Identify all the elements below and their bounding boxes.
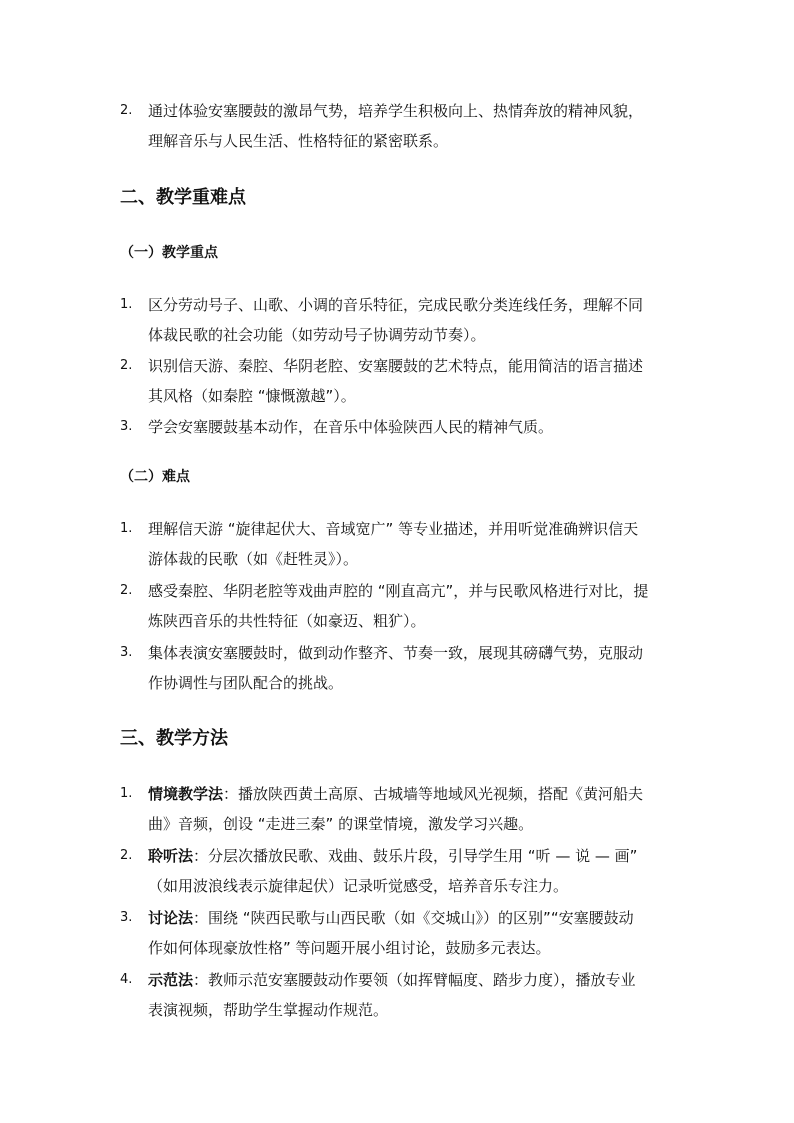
list-number: 2. bbox=[120, 848, 133, 863]
difficulty-item-3 bbox=[120, 638, 680, 698]
list-number: 3. bbox=[120, 910, 133, 925]
difficulty-item-2 bbox=[120, 576, 680, 636]
list-item-line: 理解音乐与人民生活、性格特征的紧密联系。 bbox=[148, 132, 449, 150]
difficulty-item-1 bbox=[120, 514, 680, 574]
list-number: 4. bbox=[120, 972, 133, 987]
list-item-line: 感受秦腔、华阴老腔等戏曲声腔的 “刚直高亢”，并与民歌风格进行对比，提 bbox=[148, 582, 649, 600]
list-item-line: （如用波浪线表示旋律起伏）记录听觉感受，培养音乐专注力。 bbox=[148, 877, 569, 895]
list-item-line: 作协调性与团队配合的挑战。 bbox=[148, 674, 344, 692]
method-description: ：教师示范安塞腰鼓动作要领（如挥臂幅度、踏步力度），播放专业 bbox=[193, 971, 636, 989]
list-number: 1. bbox=[120, 521, 133, 536]
method-item-2 bbox=[120, 841, 680, 901]
list-number: 1. bbox=[120, 297, 133, 312]
list-item-line: 体裁民歌的社会功能（如劳动号子协调劳动节奏）。 bbox=[148, 326, 486, 344]
section-heading-key-difficult-points: 二、教学重难点 bbox=[120, 187, 246, 208]
method-description: ：围绕 “陕西民歌与山西民歌（如《交城山》）的区别”“安塞腰鼓动 bbox=[193, 909, 634, 927]
list-item-line: 通过体验安塞腰鼓的激昂气势，培养学生积极向上、热情奔放的精神风貌， bbox=[148, 102, 644, 120]
list-item-line: 学会安塞腰鼓基本动作，在音乐中体验陕西人民的精神气质。 bbox=[148, 418, 554, 436]
method-description: ：播放陕西黄土高原、古城墙等地域风光视频，搭配《黄河船夫 bbox=[223, 785, 644, 803]
method-name: 聆听法 bbox=[148, 847, 194, 865]
subsection-heading-difficulty: （二）难点 bbox=[120, 469, 190, 485]
list-item-line: 其风格（如秦腔 “慷慨激越”）。 bbox=[148, 387, 356, 405]
focus-item-2 bbox=[120, 351, 680, 411]
list-number: 3. bbox=[120, 645, 133, 660]
list-item-line: 理解信天游 “旋律起伏大、音域宽广” 等专业描述，并用听觉准确辨识信天 bbox=[148, 520, 639, 538]
method-name: 示范法 bbox=[148, 971, 194, 989]
focus-item-1 bbox=[120, 290, 680, 350]
list-item-line: 表演视频，帮助学生掌握动作规范。 bbox=[148, 1001, 389, 1019]
method-name: 情境教学法 bbox=[148, 785, 224, 803]
subsection-heading-focus: （一）教学重点 bbox=[120, 245, 218, 261]
list-item-line: 曲》音频，创设 “走进三秦” 的课堂情境，激发学习兴趣。 bbox=[148, 815, 534, 833]
method-name: 讨论法 bbox=[148, 909, 194, 927]
list-number: 1. bbox=[120, 786, 133, 801]
list-item-line: 区分劳动号子、山歌、小调的音乐特征，完成民歌分类连线任务，理解不同 bbox=[148, 296, 644, 314]
list-number: 2. bbox=[120, 583, 133, 598]
list-item-line: 炼陕西音乐的共性特征（如豪迈、粗犷）。 bbox=[148, 612, 426, 630]
goal-item-2 bbox=[120, 96, 680, 156]
method-item-3 bbox=[120, 903, 680, 963]
list-number: 2. bbox=[120, 358, 133, 373]
list-number: 2. bbox=[120, 103, 133, 118]
list-item-line: 游体裁的民歌（如《赶牲灵》）。 bbox=[148, 550, 359, 568]
list-item-line: 作如何体现豪放性格” 等问题开展小组讨论，鼓励多元表达。 bbox=[148, 939, 551, 957]
list-item-line: 集体表演安塞腰鼓时，做到动作整齐、节奏一致，展现其磅礴气势，克服动 bbox=[148, 644, 644, 662]
method-description: ：分层次播放民歌、戏曲、鼓乐片段，引导学生用 “听 — 说 — 画” bbox=[193, 847, 638, 865]
list-number: 3. bbox=[120, 419, 133, 434]
section-heading-teaching-methods: 三、教学方法 bbox=[120, 728, 228, 749]
focus-item-3 bbox=[120, 412, 680, 442]
method-item-1 bbox=[120, 779, 680, 839]
method-item-4 bbox=[120, 965, 680, 1025]
list-item-line: 识别信天游、秦腔、华阴老腔、安塞腰鼓的艺术特点，能用简洁的语言描述 bbox=[148, 357, 644, 375]
